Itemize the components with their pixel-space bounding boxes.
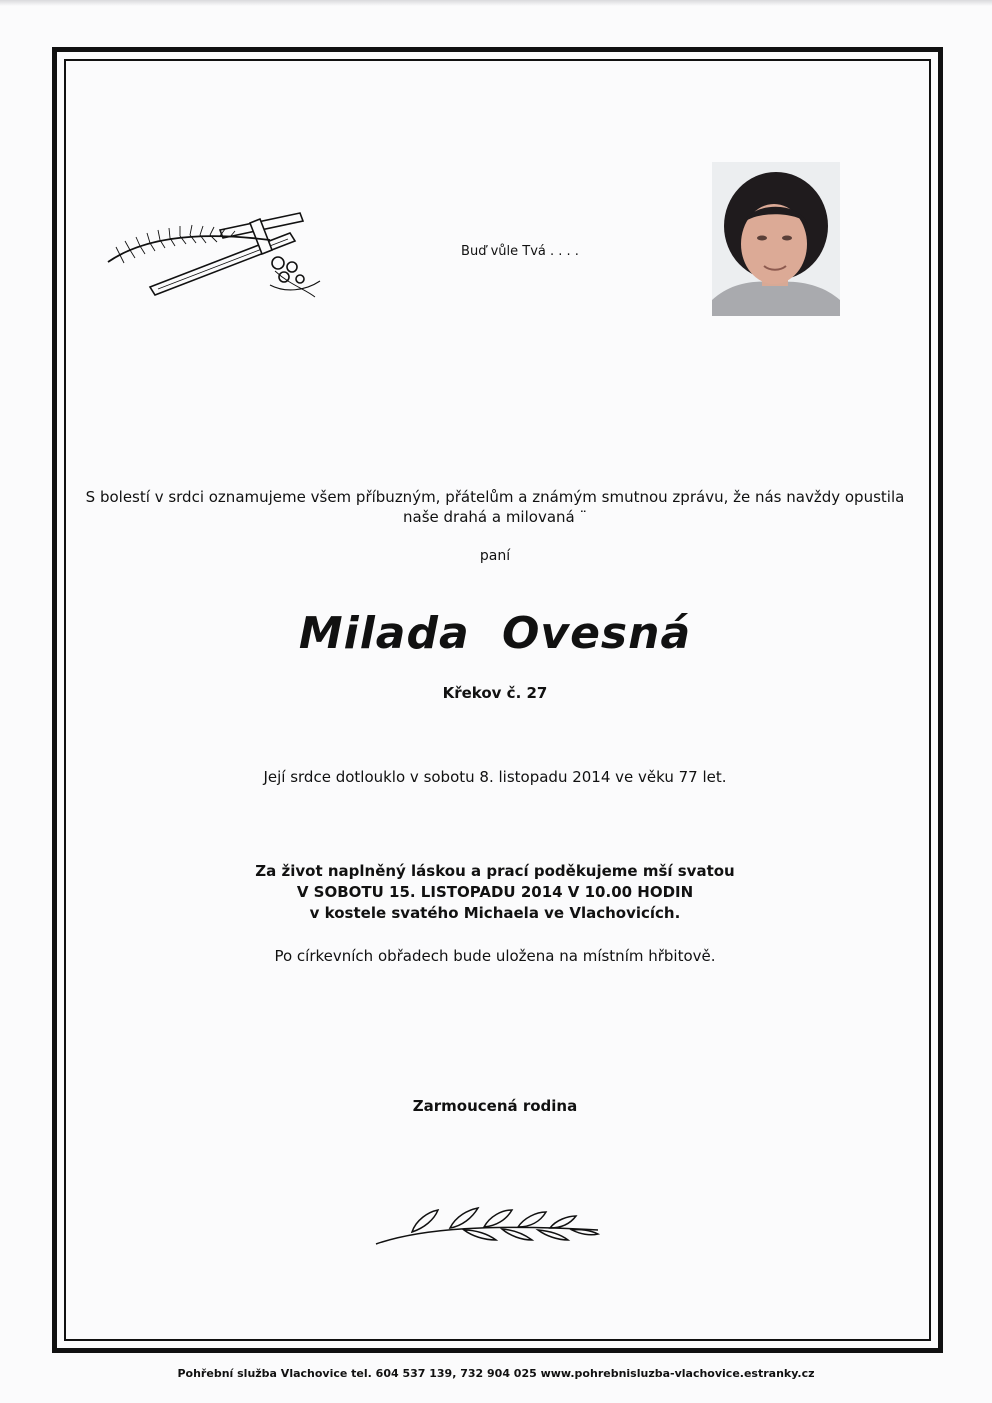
intro-line-1: S bolestí v srdci oznamujeme všem příbuzným, přátelům a známým smutnou zprávu, že nás navždy opustila bbox=[85, 488, 905, 506]
honorific: paní bbox=[479, 548, 511, 564]
laurel-branch-icon bbox=[372, 1198, 604, 1250]
funeral-mass-info bbox=[80, 861, 910, 924]
thanks-line-2: V SOBOTU 15. LISTOPADU 2014 V 10.00 HODIN bbox=[296, 883, 694, 901]
cross-with-palm-icon bbox=[100, 205, 325, 305]
portrait-photo bbox=[712, 162, 840, 316]
thanks-line-1: Za život naplněný láskou a prací poděkujeme mší svatou bbox=[255, 862, 735, 880]
family-signature: Zarmoucená rodina bbox=[412, 1097, 578, 1115]
motto-text: Buď vůle Tvá . . . . bbox=[461, 244, 579, 259]
funeral-service-footer: Pohřební služba Vlachovice tel. 604 537 139, 732 904 025 www.pohrebnisluzba-vlachovice.estranky.cz bbox=[177, 1367, 815, 1380]
thanks-line-3: v kostele svatého Michaela ve Vlachovicích. bbox=[309, 904, 681, 922]
death-info: Její srdce dotlouklo v sobotu 8. listopadu 2014 ve věku 77 let. bbox=[263, 768, 727, 786]
deceased-name: Milada Ovesná bbox=[298, 608, 692, 659]
deceased-address: Křekov č. 27 bbox=[442, 684, 548, 702]
burial-info: Po církevních obřadech bude uložena na místním hřbitově. bbox=[274, 947, 716, 965]
scan-edge-shadow bbox=[0, 0, 992, 6]
intro-line-2: naše drahá a milovaná ¨ bbox=[403, 508, 587, 526]
announcement-intro bbox=[80, 487, 910, 527]
